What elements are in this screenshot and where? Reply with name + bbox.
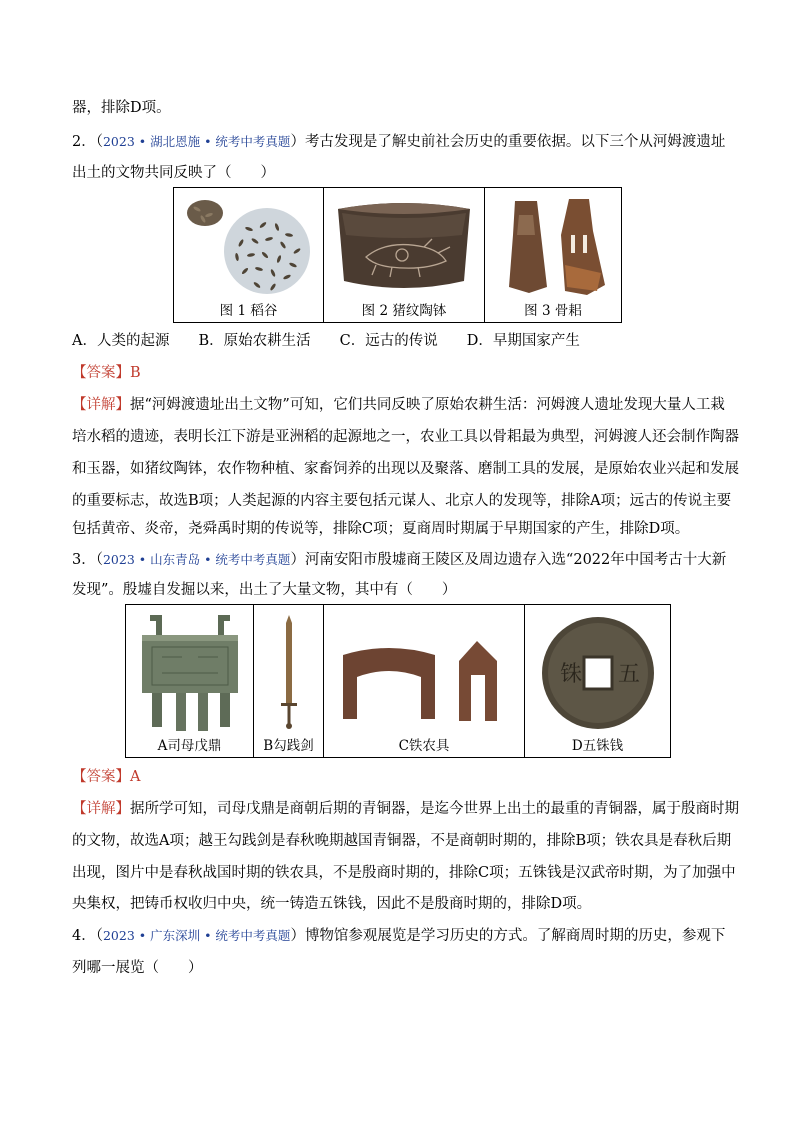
question-2-detail-4: 的重要标志，故选B项；人类起源的内容主要包括元谋人、北京人的发现等，排除A项；远古的传说主要 bbox=[72, 493, 732, 509]
figure-cell-sword bbox=[254, 605, 324, 758]
question-source: 2023 • 山东青岛 • 统考中考真题 bbox=[102, 552, 291, 567]
source-close: ） bbox=[290, 928, 305, 944]
question-4-text-cont: 列哪一展览（ ） bbox=[72, 960, 203, 976]
detail-label: 【详解】 bbox=[72, 801, 130, 817]
question-3-answer bbox=[72, 767, 140, 787]
pig-pattern-pottery-bowl-image bbox=[328, 195, 480, 300]
question-3-detail-2: 的文物，故选A项；越王勾践剑是春秋晚期越国青铜器，不是商朝时期的，排除B项；铁农具是春秋后期 bbox=[72, 833, 732, 849]
question-2-header bbox=[72, 132, 725, 152]
answer-value: B bbox=[130, 365, 141, 381]
detail-label: 【详解】 bbox=[72, 397, 130, 413]
question-2-detail-2: 培水稻的遗迹，表明长江下游是亚洲稻的起源地之一，农业工具以骨耜最为典型，河姆渡人还会制作陶器 bbox=[72, 429, 739, 445]
figure-caption: 图 1 稻谷 bbox=[219, 303, 278, 319]
question-number: 2．（ bbox=[72, 134, 103, 150]
figure-caption: C铁农具 bbox=[398, 738, 450, 754]
figure-caption: B勾践剑 bbox=[263, 738, 314, 754]
question-2-answer bbox=[72, 363, 141, 383]
question-2-detail-1 bbox=[72, 395, 725, 415]
question-3-detail-4: 央集权，把铸币权收归中央，统一铸造五铢钱，因此不是殷商时期的，排除D项。 bbox=[72, 896, 592, 912]
question-source: 2023 • 湖北恩施 • 统考中考真题 bbox=[102, 134, 291, 149]
question-4-header bbox=[72, 926, 725, 946]
coin-character-left: 铢 bbox=[559, 662, 582, 687]
wuzhu-coin-image bbox=[530, 611, 666, 735]
answer-label: 【答案】 bbox=[72, 365, 130, 381]
bronze-sword-image bbox=[259, 611, 319, 735]
answer-label: 【答案】 bbox=[72, 769, 130, 785]
detail-text: 据“河姆渡遗址出土文物”可知，它们共同反映了原始农耕生活：河姆渡人遗址发现大量人工栽 bbox=[130, 397, 725, 413]
bone-spade-image bbox=[489, 195, 617, 300]
question-2-detail-3: 和玉器，如猪纹陶钵，农作物种植、家畜饲养的出现以及聚落、磨制工具的发展，是原始农业兴起和发展 bbox=[72, 461, 739, 477]
question-number: 3．（ bbox=[72, 552, 103, 568]
question-2-detail-5: 包括黄帝、炎帝，尧舜禹时期的传说等，排除C项；夏商周时期属于早期国家的产生，排除D项。 bbox=[72, 521, 690, 537]
question-text: 河南安阳市殷墟商王陵区及周边遗存入选“2022年中国考古十大新 bbox=[304, 552, 727, 568]
figure-cell-iron-tools bbox=[324, 605, 525, 758]
question-3-figure-table bbox=[125, 604, 671, 758]
question-text: 考古发现是了解史前社会历史的重要依据。以下三个从河姆渡遗址 bbox=[304, 134, 726, 150]
figure-cell-ding bbox=[126, 605, 254, 758]
coin-character-right: 五 bbox=[617, 662, 640, 687]
figure-caption: D五铢钱 bbox=[571, 738, 624, 754]
question-number: 4．（ bbox=[72, 928, 103, 944]
continuation-line: 器，排除D项。 bbox=[72, 100, 171, 116]
question-2-text-cont: 出土的文物共同反映了（ ） bbox=[72, 165, 275, 181]
question-source: 2023 • 广东深圳 • 统考中考真题 bbox=[102, 928, 291, 943]
question-2-options: A．人类的起源 B．原始农耕生活 C．远古的传说 D．早期国家产生 bbox=[72, 333, 580, 349]
question-2-figure-table bbox=[173, 187, 622, 323]
bronze-ding-image bbox=[132, 611, 248, 735]
figure-caption: 图 2 猪纹陶钵 bbox=[361, 303, 447, 319]
source-close: ） bbox=[290, 134, 305, 150]
figure-caption: A司母戊鼎 bbox=[157, 738, 222, 754]
rice-grain-image bbox=[179, 195, 319, 300]
answer-value: A bbox=[130, 769, 141, 785]
question-3-detail-1 bbox=[72, 799, 739, 819]
figure-cell-bone-spade bbox=[485, 188, 622, 323]
question-3-detail-3: 出现，图片中是春秋战国时期的铁农具，不是殷商时期的，排除C项；五铢钱是汉武帝时期，为了加强中 bbox=[72, 865, 736, 881]
question-3-header bbox=[72, 550, 726, 570]
figure-caption: 图 3 骨耜 bbox=[524, 303, 582, 319]
question-3-text-cont: 发现”。殷墟自发掘以来，出土了大量文物，其中有（ ） bbox=[72, 582, 457, 598]
source-close: ） bbox=[290, 552, 305, 568]
figure-cell-rice bbox=[174, 188, 324, 323]
question-text: 博物馆参观展览是学习历史的方式。了解商周时期的历史，参观下 bbox=[304, 928, 726, 944]
figure-cell-coin bbox=[525, 605, 671, 758]
figure-cell-pottery bbox=[324, 188, 485, 323]
iron-tools-image bbox=[329, 635, 519, 735]
detail-text: 据所学可知，司母戊鼎是商朝后期的青铜器，是迄今世界上出土的最重的青铜器，属于殷商时期 bbox=[130, 801, 739, 817]
